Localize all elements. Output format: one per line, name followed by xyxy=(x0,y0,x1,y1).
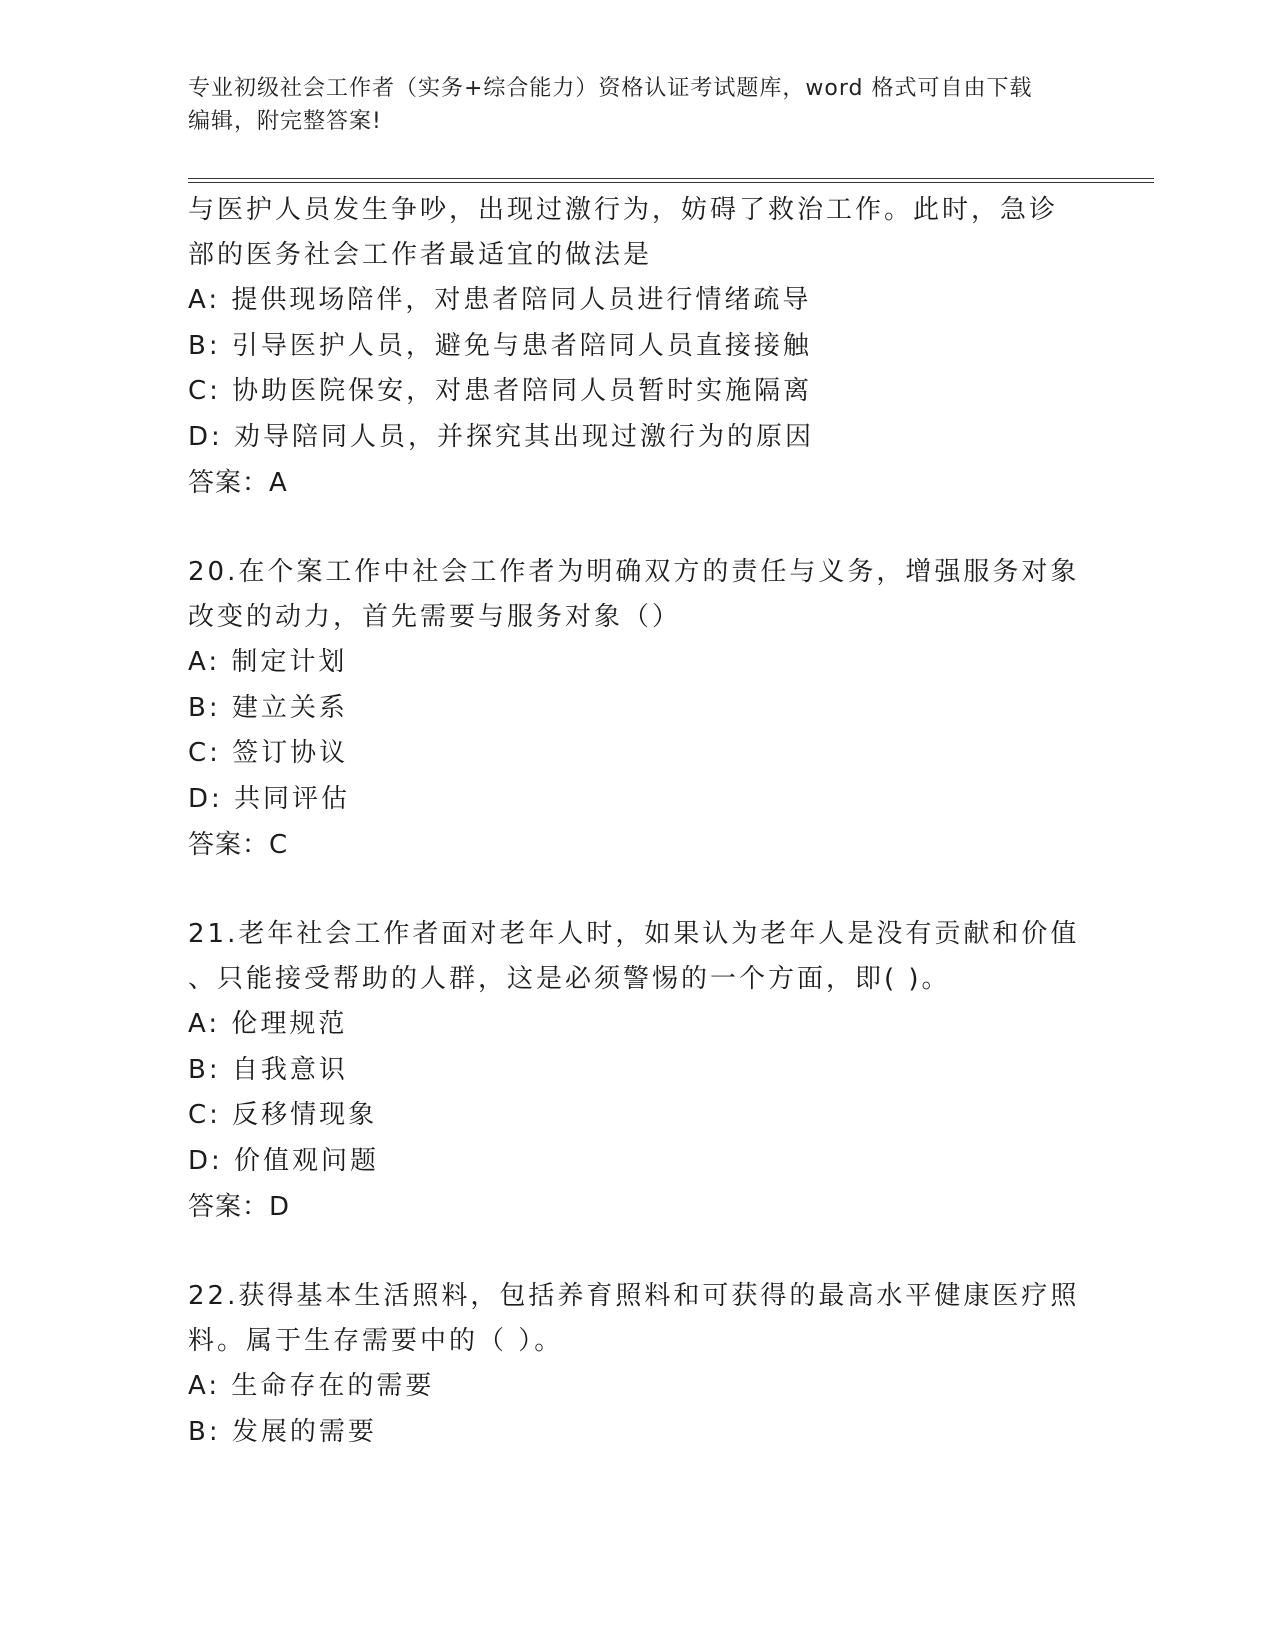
question-list xyxy=(188,188,1108,1455)
question-stem-line: 部的医务社会工作者最适宜的做法是 xyxy=(188,240,653,270)
answer-line xyxy=(188,1184,1108,1230)
question-22 xyxy=(188,1274,1108,1455)
question-19 xyxy=(188,188,1108,506)
answer-line xyxy=(188,460,1108,506)
option-a: A: 伦理规范 xyxy=(188,1009,348,1039)
option-b: B: 自我意识 xyxy=(188,1054,348,1085)
option-d: D: 劝导陪同人员，并探究其出现过激行为的原因 xyxy=(188,421,815,452)
option-d: D: 价值观问题 xyxy=(188,1145,380,1176)
question-gap xyxy=(188,1230,1108,1274)
option-a: A: 制定计划 xyxy=(188,647,348,677)
option-a: A: 提供现场陪伴，对患者陪同人员进行情绪疏导 xyxy=(188,285,812,315)
header-divider-bottom xyxy=(188,182,1154,183)
answer-value: C xyxy=(269,830,289,860)
question-stem-line: 22.获得基本生活照料，包括养育照料和可获得的最高水平健康医疗照 xyxy=(188,1281,1080,1311)
question-stem-line: 与医护人员发生争吵，出现过激行为，妨碍了救治工作。此时，急诊 xyxy=(188,195,1059,225)
header-line-1: 专业初级社会工作者（实务+综合能力）资格认证考试题库，word 格式可自由下载 xyxy=(188,76,1033,101)
answer-line xyxy=(188,822,1108,868)
answer-label: 答案： xyxy=(188,468,270,498)
answer-value: A xyxy=(269,468,288,498)
option-d: D: 共同评估 xyxy=(188,783,351,814)
answer-label: 答案： xyxy=(188,1192,270,1222)
answer-label: 答案： xyxy=(188,830,270,860)
option-b: B: 建立关系 xyxy=(188,692,348,723)
page-header xyxy=(188,72,1088,138)
header-line-2: 编辑，附完整答案! xyxy=(188,109,382,134)
answer-value: D xyxy=(269,1192,291,1222)
question-stem-line: 改变的动力，首先需要与服务对象（） xyxy=(188,602,682,632)
option-b: B: 引导医护人员，避免与患者陪同人员直接接触 xyxy=(188,330,812,361)
option-c: C: 签订协议 xyxy=(188,738,349,768)
option-c: C: 反移情现象 xyxy=(188,1100,378,1130)
question-stem-line: 21.老年社会工作者面对老年人时，如果认为老年人是没有贡献和价值 xyxy=(188,919,1080,949)
question-stem-line: 、只能接受帮助的人群，这是必须警惕的一个方面，即( )。 xyxy=(188,964,951,994)
question-gap xyxy=(188,868,1108,912)
option-c: C: 协助医院保安，对患者陪同人员暂时实施隔离 xyxy=(188,376,813,406)
question-21 xyxy=(188,912,1108,1230)
question-20 xyxy=(188,550,1108,868)
option-b: B: 发展的需要 xyxy=(188,1416,377,1447)
header-divider-top xyxy=(188,178,1154,179)
question-stem-line: 20.在个案工作中社会工作者为明确双方的责任与义务，增强服务对象 xyxy=(188,557,1080,587)
question-gap xyxy=(188,506,1108,550)
question-stem-line: 料。属于生存需要中的（ ）。 xyxy=(188,1326,564,1356)
option-a: A: 生命存在的需要 xyxy=(188,1371,435,1401)
